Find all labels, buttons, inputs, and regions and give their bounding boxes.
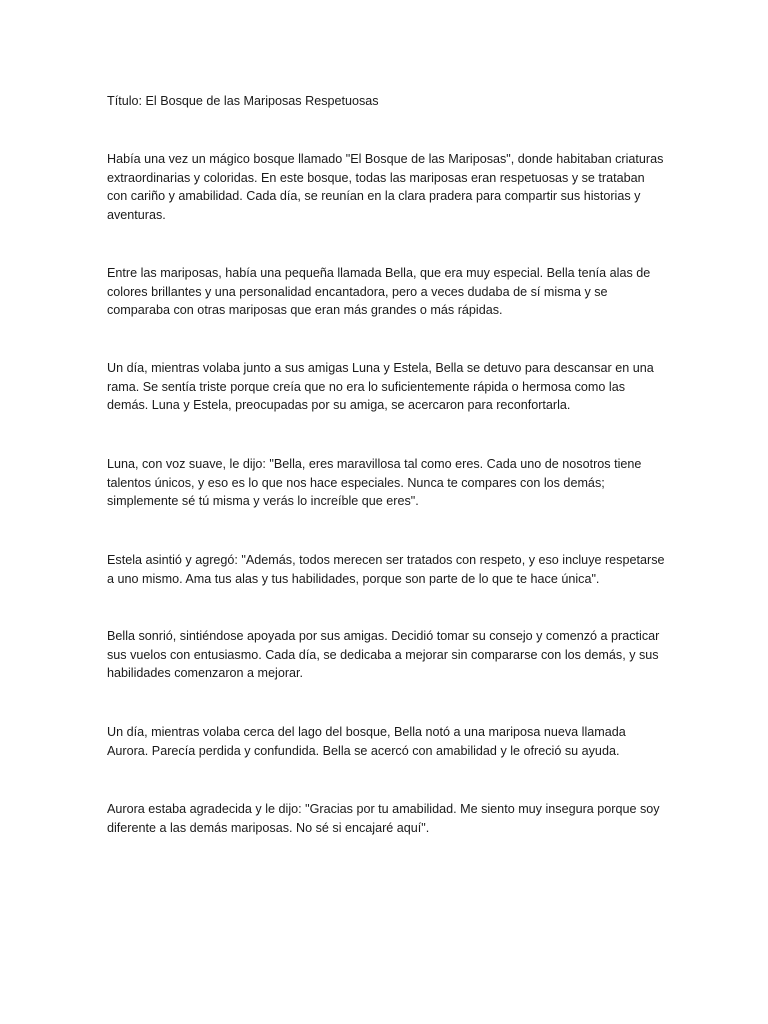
paragraph: Luna, con voz suave, le dijo: "Bella, eres maravillosa tal como eres. Cada uno de nosotros tiene talentos únicos, y eso es lo que nos hace especiales. Nunca te compares con los demás; simplemente sé tú misma y verás lo increíble que eres".	[107, 457, 642, 509]
paragraph: Había una vez un mágico bosque llamado "El Bosque de las Mariposas", donde habitaban criaturas extraordinarias y coloridas. En este bosque, todas las mariposas eran respetuosas y se trataban con cariño y amabilidad. Cada día, se reunían en la clara pradera para compartir sus historias y aventuras.	[107, 152, 664, 222]
paragraph: Un día, mientras volaba cerca del lago del bosque, Bella notó a una mariposa nueva llamada Aurora. Parecía perdida y confundida. Bella se acercó con amabilidad y le ofreció su ayuda.	[107, 725, 626, 758]
paragraph: Entre las mariposas, había una pequeña llamada Bella, que era muy especial. Bella tenía alas de colores brillantes y una personalidad encantadora, pero a veces dudaba de sí misma y se comparaba con otras mariposas que eran más grandes o más rápidas.	[107, 266, 651, 318]
paragraph: Aurora estaba agradecida y le dijo: "Gracias por tu amabilidad. Me siento muy insegura porque soy diferente a las demás mariposas. No sé si encajaré aquí".	[107, 802, 660, 835]
document-title: Título: El Bosque de las Mariposas Respetuosas	[107, 94, 379, 108]
paragraph: Estela asintió y agregó: "Además, todos merecen ser tratados con respeto, y eso incluye respetarse a uno mismo. Ama tus alas y tus habilidades, porque son parte de lo que te hace única".	[107, 553, 665, 586]
paragraph: Bella sonrió, sintiéndose apoyada por sus amigas. Decidió tomar su consejo y comenzó a practicar sus vuelos con entusiasmo. Cada día, se dedicaba a mejorar sin compararse con los demás, y sus habilidades comenzaron a mejorar.	[107, 629, 660, 681]
paragraph: Un día, mientras volaba junto a sus amigas Luna y Estela, Bella se detuvo para descansar en una rama. Se sentía triste porque creía que no era lo suficientemente rápida o hermosa como las demás. Luna y Estela, preocupadas por su amiga, se acercaron para reconfortarla.	[107, 361, 654, 413]
